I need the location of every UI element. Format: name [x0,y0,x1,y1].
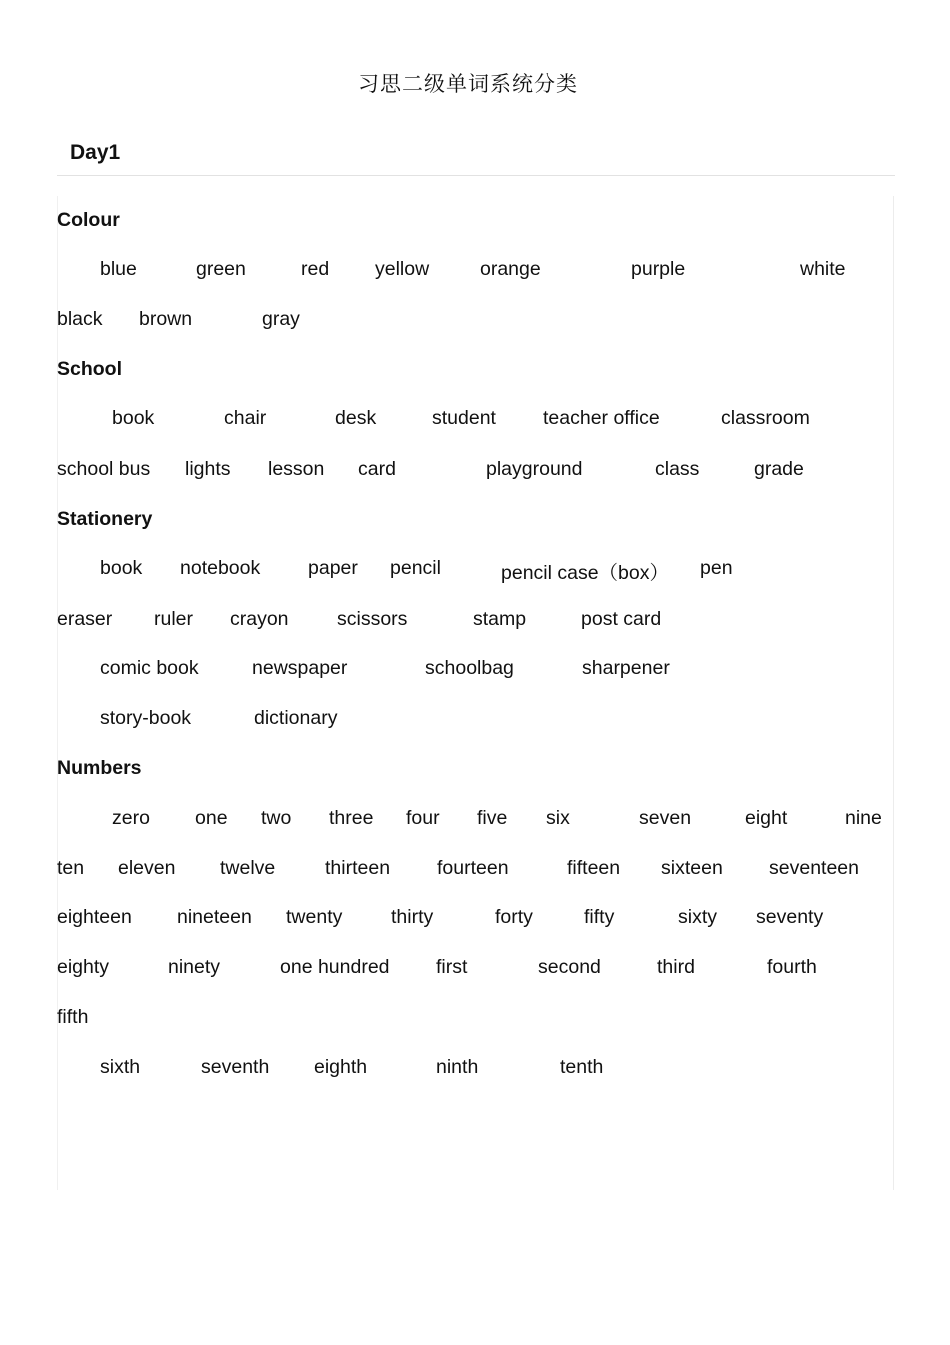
word: pencil [390,557,441,579]
word: sixteen [661,857,723,879]
word: four [406,807,440,829]
word: five [477,807,508,829]
word: red [301,258,330,280]
word: fourteen [437,857,509,879]
word: eighty [57,956,110,978]
word: six [546,807,570,829]
word: crayon [230,608,289,630]
word: fifteen [567,857,621,879]
word: green [196,258,246,280]
word: third [657,956,695,978]
word: ninety [168,956,221,978]
word: second [538,956,601,978]
word: purple [631,258,686,280]
word: thirty [391,906,434,928]
word: one hundred [280,956,390,978]
word: scissors [337,608,408,630]
divider [57,175,895,176]
word: black [57,308,103,330]
page-title: 习思二级单词系统分类 [358,72,578,96]
word: school bus [57,458,151,480]
word: ruler [154,608,194,630]
word: eleven [118,857,176,879]
word: fifth [57,1006,89,1028]
word: story-book [100,707,192,729]
word: sharpener [582,657,670,679]
word: fifty [584,906,615,928]
word: paper [308,557,358,579]
word: two [261,807,292,829]
word: nineteen [177,906,252,928]
word: chair [224,407,267,429]
word: student [432,407,496,429]
section-heading-stationery: Stationery [57,508,153,530]
word: book [112,407,155,429]
section-heading-colour: Colour [57,209,120,231]
word: lights [185,458,231,480]
word: seventh [201,1056,270,1078]
word: seventy [756,906,824,928]
word: comic book [100,657,199,679]
day-heading: Day1 [70,141,121,164]
word: eight [745,807,788,829]
word: grade [754,458,804,480]
word: orange [480,258,541,280]
word: card [358,458,396,480]
word: forty [495,906,533,928]
word: pen [700,557,733,579]
word: lesson [268,458,325,480]
word: first [436,956,468,978]
frame-border-left [57,196,58,1190]
word: white [800,258,846,280]
word: zero [112,807,150,829]
word: classroom [721,407,810,429]
word: blue [100,258,137,280]
word: sixth [100,1056,141,1078]
word: fourth [767,956,817,978]
word: eraser [57,608,113,630]
word: notebook [180,557,261,579]
section-heading-school: School [57,358,123,380]
word: twenty [286,906,343,928]
word: desk [335,407,377,429]
word: brown [139,308,193,330]
word: eighth [314,1056,368,1078]
word: seventeen [769,857,859,879]
word: book [100,557,143,579]
word: three [329,807,374,829]
word: eighteen [57,906,132,928]
word: thirteen [325,857,391,879]
word: newspaper [252,657,348,679]
word: tenth [560,1056,604,1078]
word: ten [57,857,85,879]
word: post card [581,608,662,630]
word: teacher office [543,407,660,429]
word: playground [486,458,583,480]
frame-border-right [893,196,894,1190]
word: twelve [220,857,276,879]
word: gray [262,308,300,330]
word: class [655,458,700,480]
word: dictionary [254,707,338,729]
word: yellow [375,258,430,280]
word: schoolbag [425,657,514,679]
word: nine [845,807,882,829]
word: ninth [436,1056,479,1078]
section-heading-numbers: Numbers [57,757,142,779]
word: seven [639,807,692,829]
word: stamp [473,608,527,630]
word: one [195,807,228,829]
word: sixty [678,906,717,928]
word: pencil case（box） [501,562,669,584]
